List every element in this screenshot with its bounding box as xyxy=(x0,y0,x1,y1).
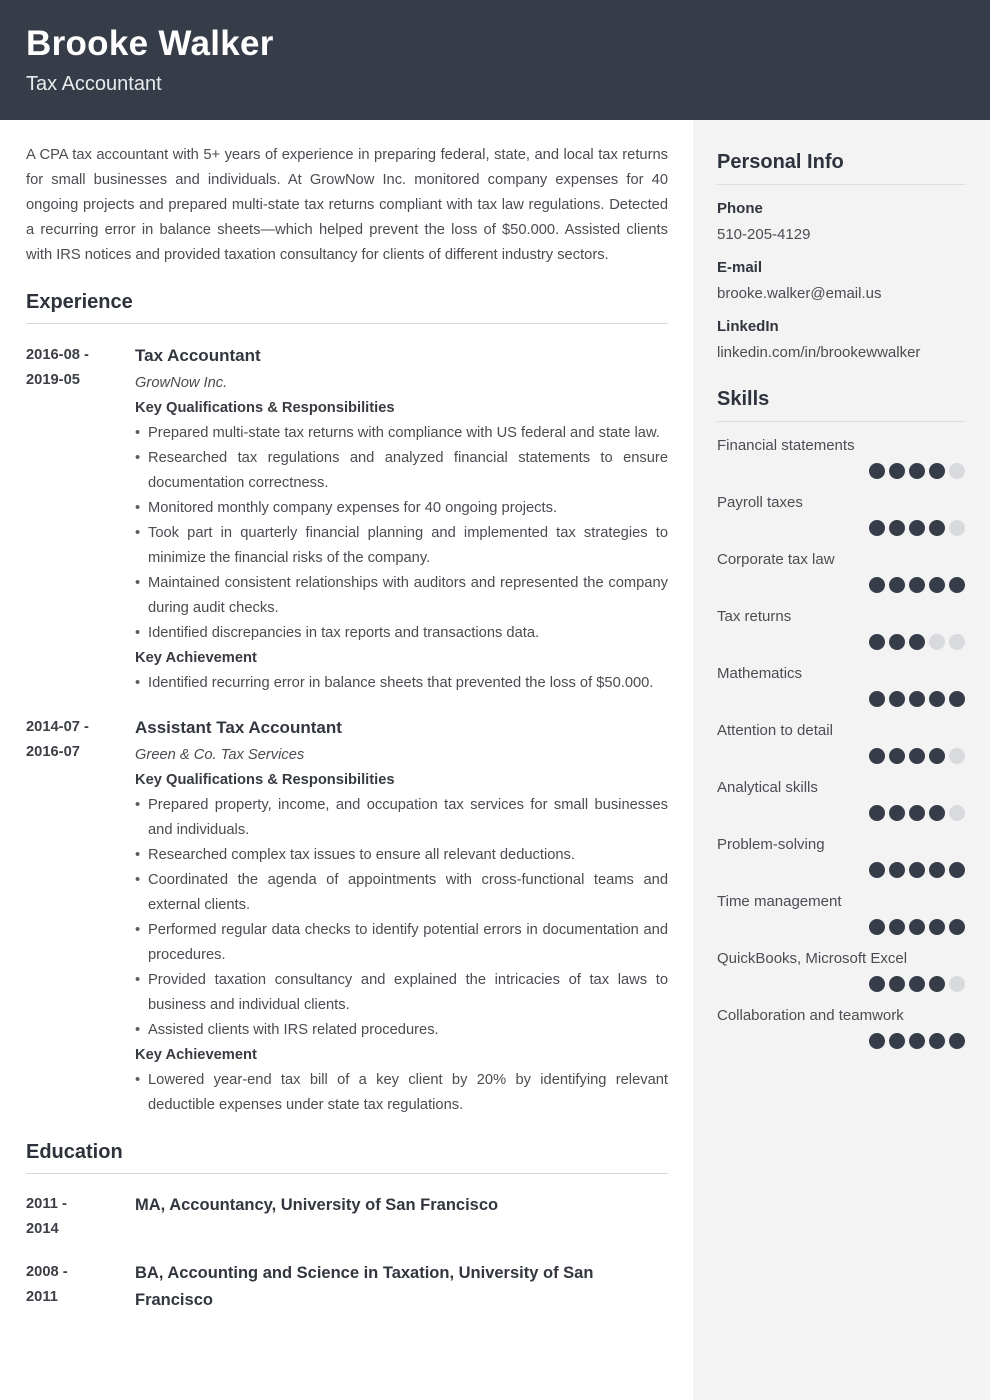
bullet-item: • Coordinated the agenda of appointments with cross-functional teams and external clients. xyxy=(135,868,668,918)
skill-rating xyxy=(717,976,965,992)
skill-dot-filled xyxy=(929,520,945,536)
bullet-item: • Researched tax regulations and analyzed financial statements to ensure documentation correctness. xyxy=(135,446,668,496)
date-start: 2016-08 - xyxy=(26,347,89,363)
contact-value: linkedin.com/in/brookewwalker xyxy=(717,344,921,361)
header xyxy=(0,0,990,120)
experience-role: Tax Accountant xyxy=(135,346,261,365)
skill-name: Problem-solving xyxy=(717,836,825,853)
skill-dot-filled xyxy=(869,634,885,650)
skill-dot-filled xyxy=(869,577,885,593)
experience-heading: Experience xyxy=(26,291,668,324)
skill-rating xyxy=(717,577,965,593)
skill-rating xyxy=(717,748,965,764)
skill-item xyxy=(717,892,965,935)
education-degree: MA, Accountancy, University of San Francisco xyxy=(135,1196,499,1214)
experience-company: Green & Co. Tax Services xyxy=(135,747,305,763)
skill-dot-filled xyxy=(909,577,925,593)
skill-dot-filled xyxy=(949,919,965,935)
skill-dot-filled xyxy=(869,691,885,707)
contact-item xyxy=(717,258,965,303)
summary-paragraph: A CPA tax accountant with 5+ years of experience in preparing federal, state, and local tax returns for small businesses and individuals. At GrowNow Inc. monitored company expenses for 40 ongoing projects and prepared multi-state tax returns compliant with tax law regulations. Detected a recurring error in balance sheets—which helped prevent the loss of $50.000. Assisted clients with IRS notices and provided taxation consultancy for clients of different industry sectors. xyxy=(26,147,668,263)
education-heading: Education xyxy=(26,1141,668,1174)
skill-dot-filled xyxy=(929,1033,945,1049)
date-start: 2008 - xyxy=(26,1264,68,1280)
bullet-item: • Took part in quarterly financial planning and implemented tax strategies to minimize the financial risks of the company. xyxy=(135,521,668,571)
skill-rating xyxy=(717,520,965,536)
skill-name: Attention to detail xyxy=(717,722,833,739)
skill-item xyxy=(717,778,965,821)
achievement-heading: Key Achievement xyxy=(135,650,257,666)
experience-section xyxy=(26,291,668,1118)
experience-entry-body xyxy=(135,715,668,1118)
skill-dot-filled xyxy=(929,691,945,707)
skill-name: Corporate tax law xyxy=(717,551,835,568)
skill-dot-filled xyxy=(949,577,965,593)
skill-name: Payroll taxes xyxy=(717,494,803,511)
achievement-bullets xyxy=(135,1068,668,1118)
skill-name: Mathematics xyxy=(717,665,803,682)
skill-dot-filled xyxy=(909,634,925,650)
content-columns xyxy=(0,120,990,1400)
experience-role: Assistant Tax Accountant xyxy=(135,718,342,737)
skill-dot-filled xyxy=(889,862,905,878)
achievement-bullets xyxy=(135,671,668,696)
skill-dot-filled xyxy=(949,862,965,878)
skill-dot-filled xyxy=(909,463,925,479)
sidebar xyxy=(693,120,990,1400)
skill-rating xyxy=(717,463,965,479)
contact-label: Phone xyxy=(717,200,763,217)
skill-dot-filled xyxy=(909,805,925,821)
skill-dot-filled xyxy=(869,520,885,536)
skill-dot-empty xyxy=(949,976,965,992)
skill-item xyxy=(717,949,965,992)
bullet-item: • Maintained consistent relationships with auditors and represented the company during audit checks. xyxy=(135,571,668,621)
skill-dot-filled xyxy=(889,805,905,821)
experience-bullets xyxy=(135,793,668,1043)
skill-rating xyxy=(717,919,965,935)
skill-item xyxy=(717,664,965,707)
bullet-item: • Prepared property, income, and occupation tax services for small businesses and individuals. xyxy=(135,793,668,843)
skill-dot-filled xyxy=(909,748,925,764)
personal-info-heading: Personal Info xyxy=(717,151,965,185)
skill-dot-filled xyxy=(889,1033,905,1049)
skill-dot-filled xyxy=(929,748,945,764)
skill-dot-filled xyxy=(929,577,945,593)
bullet-item: • Identified recurring error in balance sheets that prevented the loss of $50.000. xyxy=(135,671,668,696)
skill-item xyxy=(717,493,965,536)
education-entry xyxy=(26,1192,668,1242)
date-start: 2014-07 - xyxy=(26,719,89,735)
achievement-heading: Key Achievement xyxy=(135,1047,257,1063)
skill-rating xyxy=(717,691,965,707)
experience-entry xyxy=(26,715,668,1118)
bullet-item: • Identified discrepancies in tax reports and transactions data. xyxy=(135,621,668,646)
bullet-item: • Lowered year-end tax bill of a key client by 20% by identifying relevant deductible expenses under state tax regulations. xyxy=(135,1068,668,1118)
experience-company: GrowNow Inc. xyxy=(135,375,228,391)
skill-rating xyxy=(717,1033,965,1049)
skill-item xyxy=(717,550,965,593)
skill-dot-filled xyxy=(909,976,925,992)
skill-dot-filled xyxy=(889,976,905,992)
skill-dot-filled xyxy=(869,805,885,821)
education-list xyxy=(26,1192,668,1314)
skill-dot-filled xyxy=(889,463,905,479)
date-start: 2011 - xyxy=(26,1196,67,1212)
contact-label: E-mail xyxy=(717,259,763,276)
skill-dot-filled xyxy=(909,919,925,935)
contact-value: 510-205-4129 xyxy=(717,226,811,243)
contact-item xyxy=(717,199,965,244)
skills-list xyxy=(717,436,965,1049)
experience-dates xyxy=(26,715,135,1118)
skill-item xyxy=(717,1006,965,1049)
contact-value: brooke.walker@email.us xyxy=(717,285,882,302)
skill-dot-empty xyxy=(929,634,945,650)
skill-item xyxy=(717,835,965,878)
experience-entry-body xyxy=(135,343,668,696)
education-section xyxy=(26,1141,668,1314)
bullet-item: • Prepared multi-state tax returns with compliance with US federal and state law. xyxy=(135,421,668,446)
skill-name: Collaboration and teamwork xyxy=(717,1007,904,1024)
skill-dot-filled xyxy=(869,1033,885,1049)
skill-rating xyxy=(717,805,965,821)
skill-dot-filled xyxy=(909,520,925,536)
job-title: Tax Accountant xyxy=(26,73,162,95)
skill-dot-empty xyxy=(949,748,965,764)
skill-dot-empty xyxy=(949,520,965,536)
contact-label: LinkedIn xyxy=(717,318,779,335)
skill-dot-filled xyxy=(949,691,965,707)
skill-dot-filled xyxy=(869,976,885,992)
skill-dot-filled xyxy=(929,463,945,479)
skill-dot-filled xyxy=(909,1033,925,1049)
skill-dot-filled xyxy=(929,976,945,992)
skill-dot-filled xyxy=(909,862,925,878)
skill-dot-filled xyxy=(869,862,885,878)
education-degree: BA, Accounting and Science in Taxation, University of San Francisco xyxy=(135,1264,594,1309)
skill-dot-filled xyxy=(909,691,925,707)
education-dates xyxy=(26,1192,135,1242)
skill-dot-filled xyxy=(889,691,905,707)
education-dates xyxy=(26,1260,135,1314)
skill-dot-filled xyxy=(929,862,945,878)
qualifications-heading: Key Qualifications & Responsibilities xyxy=(135,400,395,416)
skills-heading: Skills xyxy=(717,388,965,422)
skill-dot-filled xyxy=(869,463,885,479)
bullet-item: • Researched complex tax issues to ensure all relevant deductions. xyxy=(135,843,668,868)
skill-dot-filled xyxy=(929,805,945,821)
skill-rating xyxy=(717,634,965,650)
contact-list xyxy=(717,199,965,362)
contact-item xyxy=(717,317,965,362)
person-name: Brooke Walker xyxy=(26,24,274,63)
skill-dot-filled xyxy=(869,748,885,764)
skill-item xyxy=(717,436,965,479)
date-end: 2019-05 xyxy=(26,372,80,388)
skill-item xyxy=(717,607,965,650)
experience-list xyxy=(26,343,668,1118)
bullet-item: • Monitored monthly company expenses for 40 ongoing projects. xyxy=(135,496,668,521)
experience-bullets xyxy=(135,421,668,646)
qualifications-heading: Key Qualifications & Responsibilities xyxy=(135,772,395,788)
skill-dot-filled xyxy=(889,520,905,536)
skill-name: Financial statements xyxy=(717,437,855,454)
skill-dot-empty xyxy=(949,805,965,821)
date-end: 2014 xyxy=(26,1221,59,1237)
skill-rating xyxy=(717,862,965,878)
skill-dot-filled xyxy=(889,919,905,935)
date-end: 2011 xyxy=(26,1289,58,1305)
bullet-item: • Performed regular data checks to identify potential errors in documentation and procedures. xyxy=(135,918,668,968)
skill-dot-empty xyxy=(949,463,965,479)
experience-dates xyxy=(26,343,135,696)
main-column xyxy=(0,120,693,1400)
skill-name: Time management xyxy=(717,893,842,910)
skill-dot-filled xyxy=(949,1033,965,1049)
education-entry xyxy=(26,1260,668,1314)
skill-dot-filled xyxy=(889,748,905,764)
skill-name: Tax returns xyxy=(717,608,792,625)
skill-dot-filled xyxy=(929,919,945,935)
skill-dot-filled xyxy=(889,634,905,650)
experience-entry xyxy=(26,343,668,696)
skill-name: Analytical skills xyxy=(717,779,818,796)
skill-dot-filled xyxy=(869,919,885,935)
skill-name: QuickBooks, Microsoft Excel xyxy=(717,950,908,967)
bullet-item: • Provided taxation consultancy and explained the intricacies of tax laws to business and individual clients. xyxy=(135,968,668,1018)
date-end: 2016-07 xyxy=(26,744,80,760)
skill-item xyxy=(717,721,965,764)
skill-dot-empty xyxy=(949,634,965,650)
bullet-item: • Assisted clients with IRS related procedures. xyxy=(135,1018,668,1043)
skill-dot-filled xyxy=(889,577,905,593)
